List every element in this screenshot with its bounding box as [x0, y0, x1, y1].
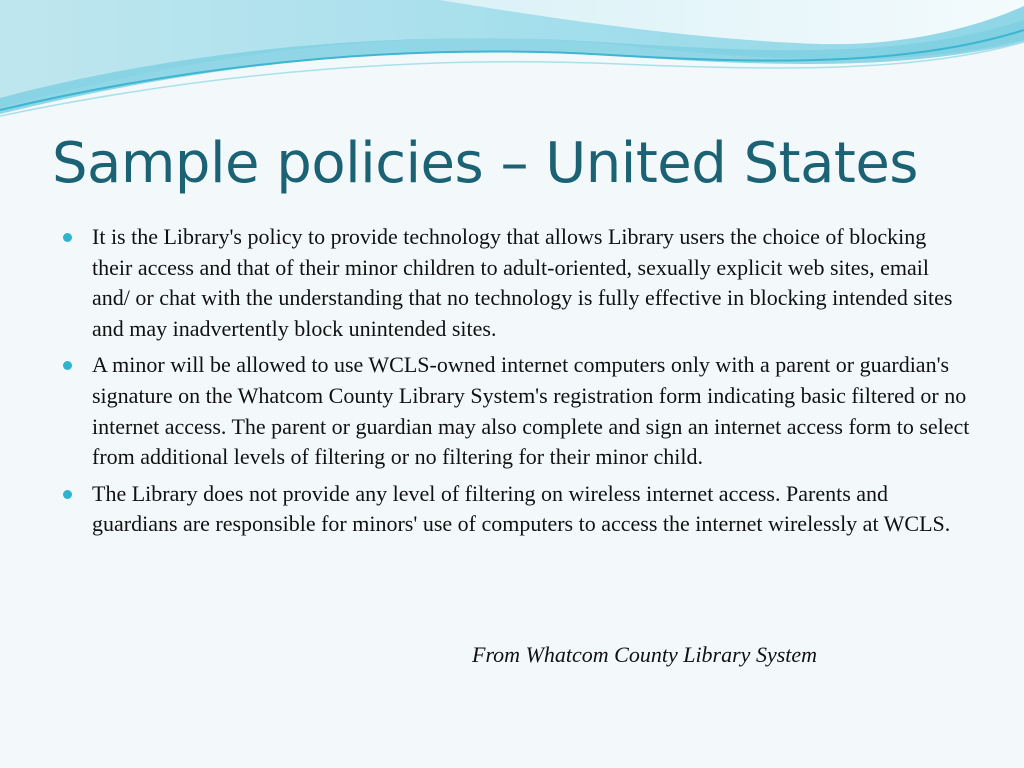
slide-title: Sample policies – United States	[52, 131, 918, 196]
bullet-list	[92, 222, 972, 546]
header-wave-decoration	[0, 0, 1024, 130]
bullet-text: It is the Library's policy to provide technology that allows Library users the choice of blocking their access and that of their minor children to adult-oriented, sexually explicit web sites, email and/ or chat with the understanding that no technology is fully effective in blocking intended sites and may inadvertently block unintended sites.	[92, 224, 953, 341]
bullet-icon	[63, 233, 72, 242]
source-credit: From Whatcom County Library System	[472, 642, 818, 667]
bullet-icon	[63, 361, 72, 370]
bullet-text: A minor will be allowed to use WCLS-owned internet computers only with a parent or guardian's signature on the Whatcom County Library System's registration form indicating basic filtered or no internet access. The parent or guardian may also complete and sign an internet access form to select from additional levels of filtering or no filtering for their minor child.	[92, 352, 970, 470]
bullet-item	[92, 479, 972, 540]
bullet-item	[92, 350, 972, 472]
bullet-icon	[63, 490, 72, 499]
bullet-text: The Library does not provide any level of filtering on wireless internet access. Parents and guardians are responsible for minors' use of computers to access the internet wirelessly at WCLS.	[92, 480, 951, 537]
bullet-item	[92, 222, 972, 344]
